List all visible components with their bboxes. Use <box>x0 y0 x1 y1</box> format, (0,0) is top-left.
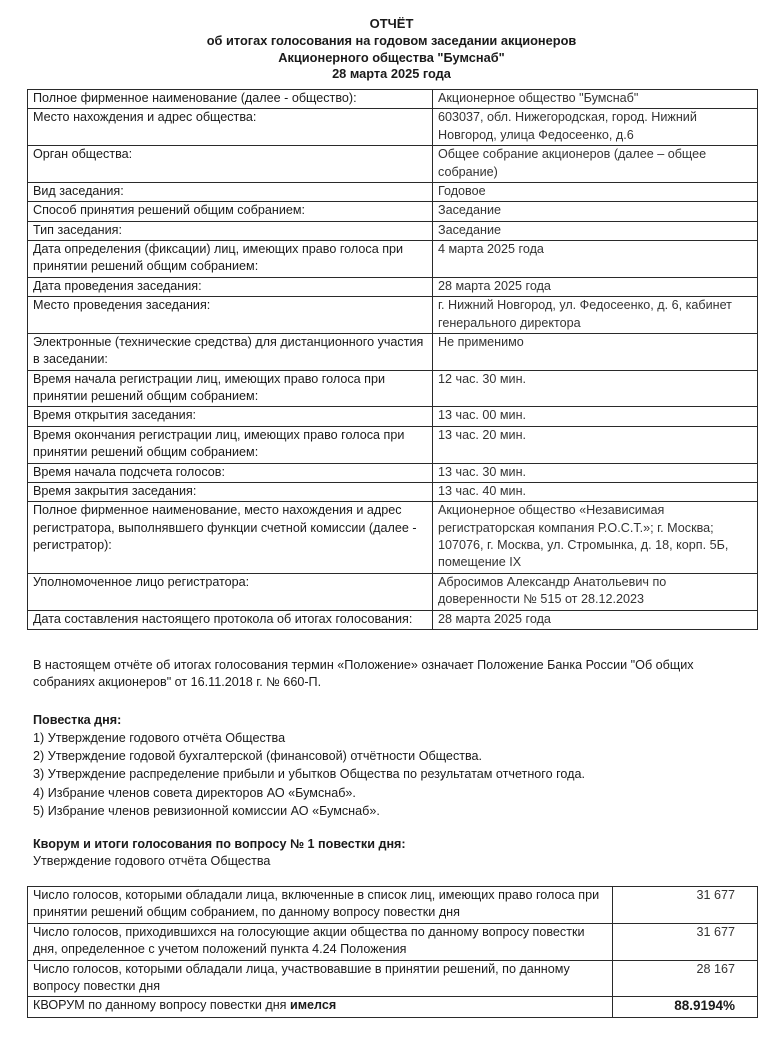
report-title <box>0 16 783 83</box>
title-line-4: 28 марта 2025 года <box>332 66 451 82</box>
row-label: Полное фирменное наименование, место нахождения и адрес регистратора, выполнявшего функции счетной комиссии (далее - регистратор): <box>28 502 433 574</box>
row-value: 4 марта 2025 года <box>433 241 758 278</box>
row-label: Дата проведения заседания: <box>28 277 433 296</box>
quorum-subheading: Утверждение годового отчёта Общества <box>33 854 271 868</box>
row-label: Дата составления настоящего протокола об итогах голосования: <box>28 610 433 629</box>
table-row <box>28 573 758 610</box>
row-value: Акционерное общество «Независимая регистраторская компания Р.О.С.Т.»; г. Москва; 107076, г. Москва, ул. Стромынка, д. 18, корп. 5Б, помещение IX <box>433 502 758 574</box>
row-value: 13 час. 00 мин. <box>433 407 758 426</box>
table-row <box>28 182 758 201</box>
row-value: Акционерное общество "Бумснаб" <box>433 90 758 109</box>
table-row <box>28 297 758 334</box>
row-value: 28 марта 2025 года <box>433 610 758 629</box>
quorum-result-prefix: КВОРУМ по данному вопросу повестки дня <box>33 998 290 1013</box>
row-value: 31 677 <box>613 923 758 960</box>
row-value: 603037, обл. Нижегородская, город. Нижний Новгород, улица Федосеенко, д.6 <box>433 109 758 146</box>
table-row <box>28 923 758 960</box>
terms-note: В настоящем отчёте об итогах голосования термин «Положение» означает Положение Банка России "Об общих собраниях акционеров" от 16.11.2018 г. № 660-П. <box>33 658 694 690</box>
table-row <box>28 146 758 183</box>
row-value: Заседание <box>433 221 758 240</box>
row-label: Время закрытия заседания: <box>28 482 433 501</box>
row-value: Не применимо <box>433 333 758 370</box>
row-value: Годовое <box>433 182 758 201</box>
row-value: Общее собрание акционеров (далее – общее собрание) <box>433 146 758 183</box>
table-row <box>28 502 758 574</box>
agenda-item: 3) Утверждение распределение прибыли и убытков Общества по результатам отчетного года. <box>33 767 585 782</box>
row-label: Число голосов, которыми обладали лица, включенные в список лиц, имеющих право голоса при принятии решений общим собранием, по данному вопросу повестки дня <box>28 887 613 924</box>
table-row <box>28 960 758 997</box>
row-label: Время окончания регистрации лиц, имеющих право голоса при принятии решений общим собранием: <box>28 426 433 463</box>
quorum-percentage: 88.9194% <box>613 997 758 1018</box>
table-row <box>28 109 758 146</box>
agenda-item: 4) Избрание членов совета директоров АО «Бумснаб». <box>33 785 356 800</box>
title-line-1: ОТЧЁТ <box>369 16 414 31</box>
table-row <box>28 407 758 426</box>
row-label: Место проведения заседания: <box>28 297 433 334</box>
quorum-result-row <box>28 997 758 1018</box>
title-line-3: Акционерного общества "Бумснаб" <box>278 49 505 65</box>
row-label: Число голосов, которыми обладали лица, участвовавшие в принятии решений, по данному вопросу повестки дня <box>28 960 613 997</box>
row-value: 13 час. 20 мин. <box>433 426 758 463</box>
row-value: г. Нижний Новгород, ул. Федосеенко, д. 6, кабинет генерального директора <box>433 297 758 334</box>
table-row <box>28 610 758 629</box>
row-label: Место нахождения и адрес общества: <box>28 109 433 146</box>
row-value: Заседание <box>433 202 758 221</box>
row-value: 13 час. 40 мин. <box>433 482 758 501</box>
row-label: Уполномоченное лицо регистратора: <box>28 573 433 610</box>
row-label: Время начала регистрации лиц, имеющих право голоса при принятии решений общим собранием: <box>28 370 433 407</box>
agenda-list <box>33 730 755 821</box>
row-label: Тип заседания: <box>28 221 433 240</box>
row-label: Полное фирменное наименование (далее - общество): <box>28 90 433 109</box>
quorum-heading: Кворум и итоги голосования по вопросу № 1 повестки дня: <box>33 837 406 851</box>
row-label: Способ принятия решений общим собранием: <box>28 202 433 221</box>
agenda-item: 2) Утверждение годовой бухгалтерской (финансовой) отчётности Общества. <box>33 749 483 764</box>
quorum-result-status: имелся <box>290 998 337 1013</box>
row-value: 28 167 <box>613 960 758 997</box>
agenda-item: 1) Утверждение годового отчёта Общества <box>33 731 286 745</box>
meeting-info-table <box>27 89 758 630</box>
row-value: 13 час. 30 мин. <box>433 463 758 482</box>
table-row <box>28 90 758 109</box>
row-label: Вид заседания: <box>28 182 433 201</box>
title-line-2: об итогах голосования на годовом заседании акционеров <box>206 32 577 48</box>
table-row <box>28 887 758 924</box>
row-label: Электронные (технические средства) для дистанционного участия в заседании: <box>28 333 433 370</box>
table-row <box>28 463 758 482</box>
row-value: 12 час. 30 мин. <box>433 370 758 407</box>
row-label: Дата определения (фиксации) лиц, имеющих право голоса при принятии решений общим собранием: <box>28 241 433 278</box>
table-row <box>28 333 758 370</box>
table-row <box>28 241 758 278</box>
table-row <box>28 426 758 463</box>
quorum-table <box>27 886 758 1018</box>
table-row <box>28 482 758 501</box>
agenda-heading: Повестка дня: <box>33 713 122 727</box>
quorum-result-label <box>28 997 613 1018</box>
row-value: Абросимов Александр Анатольевич по доверенности № 515 от 28.12.2023 <box>433 573 758 610</box>
row-label: Время открытия заседания: <box>28 407 433 426</box>
row-label: Время начала подсчета голосов: <box>28 463 433 482</box>
row-label: Орган общества: <box>28 146 433 183</box>
table-row <box>28 221 758 240</box>
row-value: 28 марта 2025 года <box>433 277 758 296</box>
table-row <box>28 277 758 296</box>
agenda-item: 5) Избрание членов ревизионной комиссии АО «Бумснаб». <box>33 803 380 818</box>
row-value: 31 677 <box>613 887 758 924</box>
table-row <box>28 370 758 407</box>
row-label: Число голосов, приходившихся на голосующие акции общества по данному вопросу повестки дня, определенное с учетом положений пункта 4.24 Положения <box>28 923 613 960</box>
table-row <box>28 202 758 221</box>
